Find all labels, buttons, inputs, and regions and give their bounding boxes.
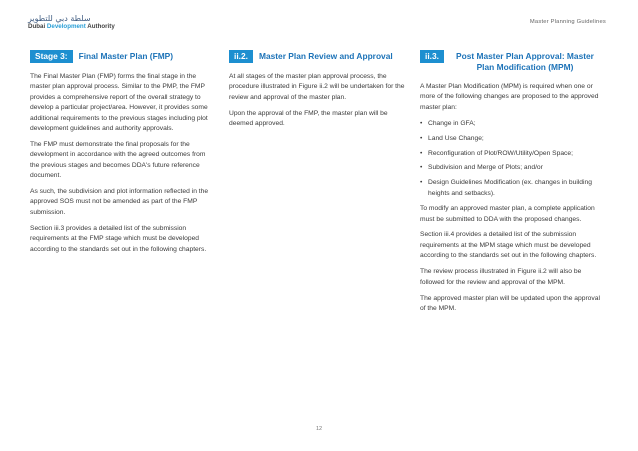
column-final-master-plan — [30, 50, 210, 261]
section-tag: ii.3. — [420, 50, 444, 63]
paragraph: Upon the approval of the FMP, the master plan will be deemed approved. — [229, 109, 388, 128]
logo-word-authority: Authority — [85, 23, 115, 30]
list-item: • Subdivision and Merge of Plots; and/or — [420, 163, 600, 173]
change-list — [420, 119, 600, 199]
document-section-title: Master Planning Guidelines — [529, 19, 606, 25]
logo-arabic-text: سلطة دبي للتطوير — [28, 14, 91, 23]
paragraph: The review process illustrated in Figure ii.2 will also be followed for the review and approval of the MPM. — [420, 268, 582, 286]
section-title: Post Master Plan Approval: Master Plan Modification (MPM) — [456, 51, 594, 72]
paragraph: Section iii.4 provides a detailed list of the submission requirements at the MPM stage which must be developed according to the standards set out in the following chapters. — [420, 231, 597, 260]
paragraph: The approved master plan will be updated upon the approval of the MPM. — [420, 294, 600, 312]
paragraph: At all stages of the master plan approval process, the procedure illustrated in Figure ii.2 will be undertaken for the review and approval of the master plan. — [229, 73, 405, 101]
dda-logo — [28, 14, 138, 31]
section-heading — [229, 50, 409, 63]
list-item: • Reconfiguration of Plot/ROW/Utility/Open Space; — [420, 149, 600, 159]
section-heading — [420, 50, 600, 73]
section-tag: ii.2. — [229, 50, 253, 63]
paragraph: As such, the subdivision and plot information reflected in the approved SOS must not be amended as part of the FMP submission. — [30, 188, 209, 216]
paragraph: To modify an approved master plan, a complete application must be submitted to DDA with the proposed changes. — [420, 205, 595, 223]
paragraph: Section iii.3 provides a detailed list of the submission requirements at the FMP stage which must be developed according to the standards set out in the following chapters. — [30, 224, 207, 253]
logo-word-development: Development — [46, 23, 86, 30]
list-item: • Land Use Change; — [420, 134, 600, 144]
list-item: • Design Guidelines Modification (ex. changes in building heights and setbacks). — [420, 178, 600, 199]
paragraph: A Master Plan Modification (MPM) is required when one or more of the following changes are proposed to the approved master plan: — [420, 83, 599, 111]
logo-word-dubai: Dubai — [28, 23, 47, 30]
section-title: Final Master Plan (FMP) — [78, 51, 174, 61]
paragraph: The FMP must demonstrate the final proposals for the development in accordance with the agreed outcomes from the previous stages and becomes DDA's future reference document. — [30, 140, 206, 180]
logo-english-text — [28, 23, 138, 31]
list-item: • Change in GFA; — [420, 119, 600, 129]
section-title: Master Plan Review and Approval — [258, 51, 393, 61]
column-review-approval — [229, 50, 409, 135]
column-master-plan-modification — [420, 50, 600, 320]
paragraph: The Final Master Plan (FMP) forms the final stage in the master plan approval process. Similar to the PMP, the FMP provides a comprehensive report of the overall strategy to develop a particular project/area. However, it provides some additional requirements to the previous stages including plot development guidelines and authority approvals. — [30, 73, 208, 133]
section-tag: Stage 3: — [30, 50, 73, 63]
page-number: 12 — [315, 426, 323, 432]
section-heading — [30, 50, 210, 63]
